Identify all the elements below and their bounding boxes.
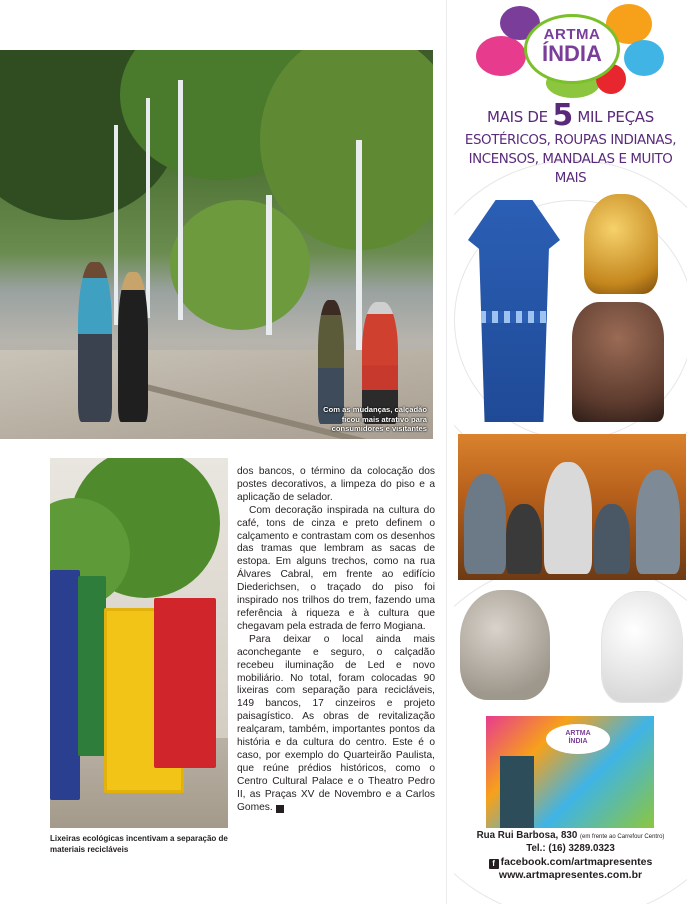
white-ganesha-image <box>602 592 682 702</box>
lamp-post <box>178 80 183 320</box>
pedestrian <box>118 272 148 422</box>
lamp-post <box>146 98 150 318</box>
lamp-post <box>114 125 118 325</box>
storefront-image <box>486 716 654 828</box>
advertisement <box>454 0 687 904</box>
headline-main <box>454 98 687 133</box>
article-body <box>237 466 435 814</box>
buddha-statue <box>594 504 630 574</box>
headline-post: MIL PEÇAS <box>577 108 654 126</box>
paragraph: dos bancos, o término da colocação dos postes decorativos, a limpeza do piso e a aplicação de selador. <box>237 466 435 503</box>
logo-blob <box>624 40 664 76</box>
column-divider <box>446 0 447 904</box>
address-text: Rua Rui Barbosa, 830 <box>476 830 578 841</box>
pedestrian <box>78 262 112 422</box>
ad-headline <box>454 98 687 188</box>
logo-blob <box>476 36 526 76</box>
store-sign <box>546 724 610 754</box>
headline-subline: ESOTÉRICOS, ROUPAS INDIANAS, <box>464 133 677 148</box>
buddha-statue <box>464 474 506 574</box>
paragraph-text: Para deixar o local ainda mais aconchegante e seguro, o calçadão recebeu iluminação de Led e novo mobiliário. No total, foram colocadas 90 lixeiras com separação para recicláveis, 149 bancos, 17 cinzeiros e projeto paisagístico. As obras de revitalização realçaram, também, importantes pontos da história e da cultura do centro. Este é o caso, por exemplo do Quarteirão Paulista, que reúne prédios históricos, como o Centro Cultural Palace e o Theatro Pedro II, as Praças XV de Novembro e a Carlos Gomes. <box>237 633 435 813</box>
contact-info <box>454 830 687 882</box>
paragraph: Com decoração inspirada na cultura do café, tons de cinza e preto definem o calçamento e contrastam com os desenhos das tramas que lembram as sacas de estopa. Em alguns trechos, como na rua Álvares Cabral, em frente ao edifício Diederichsen, o traçado do piso foi inspirado nos trilhos do trem, fazendo uma referência à riqueza e à cultura que chegavam pela estrada de ferro Mogiana. <box>237 504 435 632</box>
address <box>454 830 687 843</box>
bins-caption: Lixeiras ecológicas incentivam a separação de materiais recicláveis <box>50 834 228 854</box>
facebook-icon: f <box>489 859 499 869</box>
brand-name: ÍNDIA <box>542 41 602 66</box>
brand-name: ARTMA <box>543 26 601 43</box>
store-sign-text: ARTMA <box>565 730 591 737</box>
headline-number: 5 <box>552 98 573 133</box>
phone: Tel.: (16) 3289.0323 <box>526 843 615 854</box>
buddha-statue <box>636 470 680 574</box>
green-bin <box>78 576 106 756</box>
stone-ganesha-image <box>460 590 550 700</box>
store-sign-text: ÍNDIA <box>568 738 588 745</box>
buddha-statue <box>544 462 592 574</box>
address-note: (em frente ao Carrefour Centro) <box>580 834 665 840</box>
website-link[interactable]: www.artmapresentes.com.br <box>498 869 643 881</box>
paragraph <box>237 634 435 815</box>
buddha-statue <box>506 504 542 574</box>
lamp-post <box>266 195 272 335</box>
photo-caption: Com as mudanças, calçadão ficou mais atrativo para consumidores e visitantes <box>323 405 427 433</box>
bins-photo <box>50 458 228 828</box>
warrior-statue-image <box>572 302 664 422</box>
headline-subline: INCENSOS, MANDALAS E MUITO MAIS <box>468 152 673 186</box>
facebook-text: facebook.com/artmapresentes <box>500 856 653 868</box>
logo-badge <box>524 14 620 84</box>
golden-ganesha-image <box>584 194 658 294</box>
blue-bin <box>50 570 80 800</box>
store-door <box>500 756 534 828</box>
lamp-post <box>356 140 362 350</box>
tree-canopy <box>170 200 310 330</box>
red-bin <box>154 598 216 768</box>
brand-logo <box>476 6 666 98</box>
facebook-link[interactable] <box>454 855 687 869</box>
headline-pre: MAIS DE <box>487 108 548 126</box>
buddha-statues-image <box>458 434 686 580</box>
street-photo <box>0 50 433 439</box>
end-mark-icon: T <box>276 805 284 813</box>
